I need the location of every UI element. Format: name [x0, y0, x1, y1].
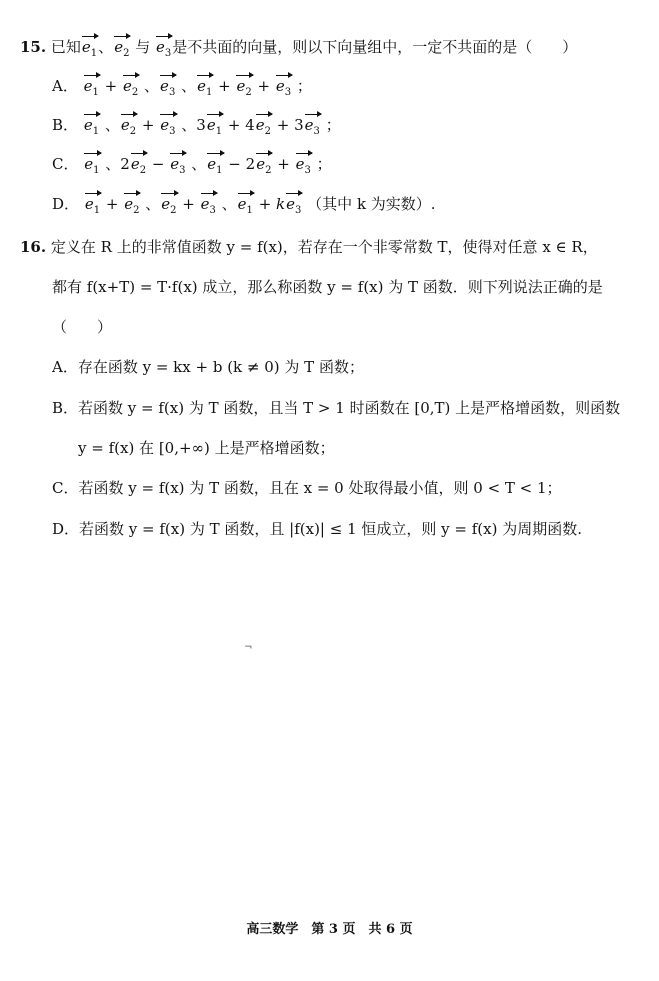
- q16-line3-text: （ ）: [52, 318, 113, 336]
- q15-stem: 15. 已知$e_1$、$e_2$ 与 $e_3$是不共面的向量，则以下向量组中，一定不共面的是（ ）: [20, 36, 577, 65]
- vec-e1: $e_1$: [81, 36, 98, 65]
- q16-line2-text: 都有 f(x+T) = T·f(x) 成立，那么称函数 y = f(x) 为 T 函数．则下列说法正确的是: [52, 278, 603, 296]
- q15-option-c: C． $e_1$ 、$2e_2 - e_3$ 、$e_1 - 2e_2 + e_3$ ；: [52, 153, 332, 182]
- q15-number: 15.: [20, 38, 47, 56]
- q16-option-d-text: D．若函数 y = f(x) 为 T 函数，且 |f(x)| ≤ 1 恒成立，则 y = f(x) 为周期函数.: [52, 520, 583, 538]
- q16-option-b-line1: [52, 397, 620, 419]
- q16-stem-line2: [52, 276, 603, 298]
- q16-stem-line1: [20, 236, 598, 258]
- stray-mark: ¬: [244, 642, 253, 653]
- q15-option-d: D． $e_1 + e_2$ 、$e_2 + e_3$ 、$e_1 + ke_3$ （其中 k 为实数）.: [52, 193, 436, 222]
- option-label: B．: [52, 116, 79, 134]
- q15-d-note: （其中 k 为实数）.: [307, 195, 436, 213]
- q16-line1-text: 定义在 R 上的非常值函数 y = f(x)，若存在一个非零常数 T，使得对任意 x ∈ R，: [50, 238, 598, 256]
- q16-number: 16.: [20, 238, 47, 256]
- q15-option-a: A． $e_1 + e_2$ 、$e_3$ 、$e_1 + e_2 + e_3$ ；: [52, 75, 312, 104]
- option-label: A．: [52, 77, 78, 95]
- q16-option-b-text2: y = f(x) 在 [0,+∞) 上是严格增函数；: [78, 439, 335, 457]
- vec-e3: $e_3$: [155, 36, 172, 65]
- q16-option-a-text: A．存在函数 y = kx + b (k ≠ 0) 为 T 函数；: [52, 358, 364, 376]
- option-label: C．: [52, 155, 79, 173]
- q16-option-c: [52, 477, 562, 499]
- vec-e2: $e_2$: [113, 36, 130, 65]
- q15-stem-b: 是不共面的向量，则以下向量组中，一定不共面的是（ ）: [172, 38, 578, 56]
- q15-option-b: B． $e_1$ 、$e_2 + e_3$ 、$3e_1 + 4e_2 + 3e_3$ ；: [52, 114, 341, 143]
- option-label: D．: [52, 195, 80, 213]
- q16-option-a: [52, 356, 364, 378]
- q15-stem-a: 已知: [50, 38, 81, 56]
- q16-answer-paren: [52, 316, 112, 338]
- q16-option-b-text1: B．若函数 y = f(x) 为 T 函数，且当 T > 1 时函数在 [0,T) 上是严格增函数，则函数: [52, 399, 621, 417]
- q16-option-d: [52, 518, 582, 540]
- page-footer: 高三数学 第 3 页 共 6 页: [246, 922, 413, 937]
- q16-option-b-line2: [78, 437, 335, 459]
- q16-option-c-text: C．若函数 y = f(x) 为 T 函数，且在 x = 0 处取得最小值，则 0 < T < 1；: [52, 479, 562, 497]
